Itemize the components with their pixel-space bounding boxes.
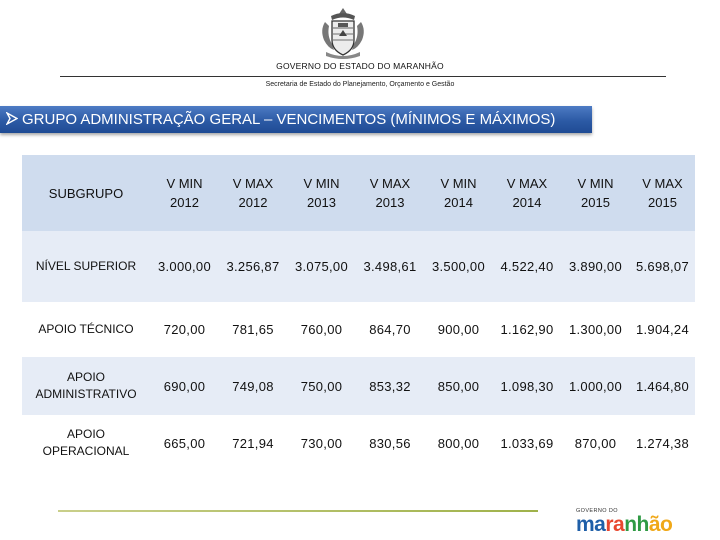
- table-row: [22, 302, 695, 357]
- cell-value: 1.464,80: [630, 357, 695, 415]
- header-divider: [60, 76, 666, 77]
- row-label: NÍVEL SUPERIOR: [22, 231, 150, 302]
- table-row: [22, 357, 695, 415]
- table-row: [22, 415, 695, 471]
- coat-of-arms-icon: [316, 6, 370, 60]
- footer-divider: [58, 510, 538, 512]
- cell-value: 730,00: [287, 415, 356, 471]
- row-label: APOIO ADMINISTRATIVO: [22, 357, 150, 415]
- cell-value: 870,00: [561, 415, 630, 471]
- row-label: APOIO TÉCNICO: [22, 302, 150, 357]
- table-header-row: [22, 155, 695, 231]
- government-title: GOVERNO DO ESTADO DO MARANHÃO: [276, 61, 444, 71]
- section-banner: [0, 106, 592, 133]
- cell-value: 721,94: [219, 415, 287, 471]
- cell-value: 1.098,30: [493, 357, 561, 415]
- cell-value: 1.162,90: [493, 302, 561, 357]
- cell-value: 3.075,00: [287, 231, 356, 302]
- header-vmin-2014: V MIN 2014: [424, 155, 493, 231]
- row-label: APOIO OPERACIONAL: [22, 415, 150, 471]
- cell-value: 3.000,00: [150, 231, 219, 302]
- cell-value: 1.300,00: [561, 302, 630, 357]
- banner-title: GRUPO ADMINISTRAÇÃO GERAL – VENCIMENTOS (MÍNIMOS E MÁXIMOS): [22, 111, 556, 128]
- arrow-right-icon: [6, 106, 20, 133]
- header-subgrupo: SUBGRUPO: [22, 155, 150, 231]
- cell-value: 749,08: [219, 357, 287, 415]
- cell-value: 665,00: [150, 415, 219, 471]
- logo-wordmark: maranhão: [576, 513, 673, 536]
- table-row: [22, 231, 695, 302]
- cell-value: 1.274,38: [630, 415, 695, 471]
- salary-table-container: [22, 155, 695, 471]
- cell-value: 3.890,00: [561, 231, 630, 302]
- logo-small-text: GOVERNO DO: [576, 508, 618, 514]
- header-vmax-2014: V MAX 2014: [493, 155, 561, 231]
- cell-value: 4.522,40: [493, 231, 561, 302]
- cell-value: 3.500,00: [424, 231, 493, 302]
- cell-value: 3.498,61: [356, 231, 424, 302]
- cell-value: 720,00: [150, 302, 219, 357]
- secretariat-subtitle: Secretaria de Estado do Planejamento, Orçamento e Gestão: [265, 81, 455, 88]
- cell-value: 750,00: [287, 357, 356, 415]
- cell-value: 830,56: [356, 415, 424, 471]
- header-vmax-2013: V MAX 2013: [356, 155, 424, 231]
- cell-value: 864,70: [356, 302, 424, 357]
- header-vmin-2012: V MIN 2012: [150, 155, 219, 231]
- cell-value: 800,00: [424, 415, 493, 471]
- cell-value: 1.904,24: [630, 302, 695, 357]
- header-vmin-2013: V MIN 2013: [287, 155, 356, 231]
- header-vmax-2015: V MAX 2015: [630, 155, 695, 231]
- header-vmax-2012: V MAX 2012: [219, 155, 287, 231]
- cell-value: 853,32: [356, 357, 424, 415]
- cell-value: 760,00: [287, 302, 356, 357]
- cell-value: 900,00: [424, 302, 493, 357]
- cell-value: 1.000,00: [561, 357, 630, 415]
- cell-value: 690,00: [150, 357, 219, 415]
- cell-value: 3.256,87: [219, 231, 287, 302]
- cell-value: 5.698,07: [630, 231, 695, 302]
- salary-table: [22, 155, 695, 471]
- cell-value: 1.033,69: [493, 415, 561, 471]
- maranhao-logo: [576, 508, 696, 538]
- cell-value: 850,00: [424, 357, 493, 415]
- cell-value: 781,65: [219, 302, 287, 357]
- header-vmin-2015: V MIN 2015: [561, 155, 630, 231]
